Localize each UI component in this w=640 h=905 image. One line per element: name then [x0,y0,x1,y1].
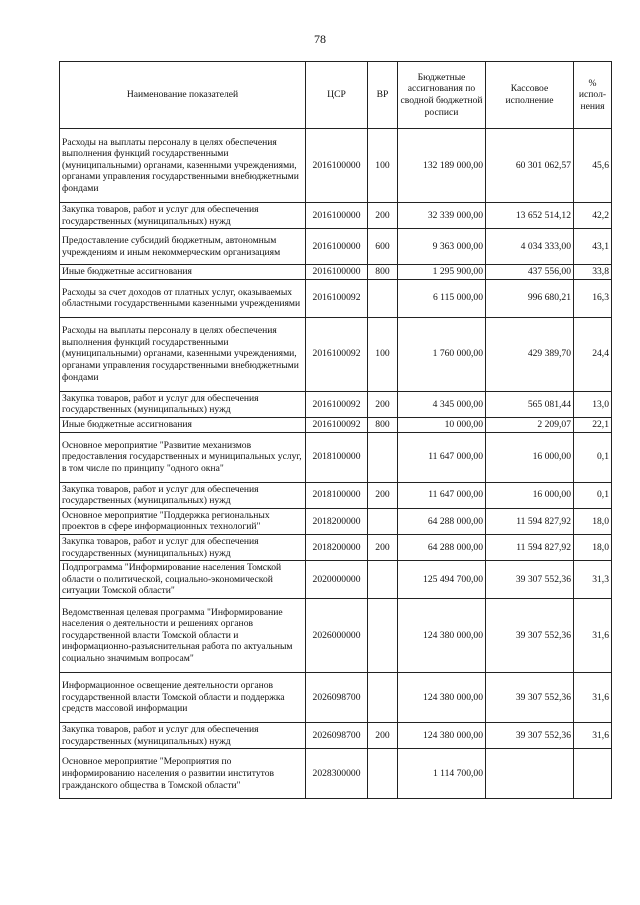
table-row [60,203,612,229]
row-vr [368,508,398,534]
row-name: Расходы на выплаты персоналу в целях обеспечения выполнения функций государственными (муниципальными) органами, казенными учреждениями, органами управления государственными внебюджетными фондами [60,317,306,391]
table-row [60,391,612,417]
row-percent: 42,2 [574,203,612,229]
row-vr: 100 [368,129,398,203]
header-name: Наименование показателей [60,62,306,129]
row-csr: 2018100000 [306,482,368,508]
row-percent: 33,8 [574,265,612,280]
row-csr: 2026000000 [306,599,368,673]
row-percent: 31,3 [574,561,612,599]
row-name: Иные бюджетные ассигнования [60,265,306,280]
row-vr [368,432,398,482]
row-cash-execution [486,749,574,799]
row-percent [574,749,612,799]
row-allocation: 9 363 000,00 [398,229,486,265]
row-name: Расходы на выплаты персоналу в целях обеспечения выполнения функций государственными (муниципальными) органами, казенными учреждениями, органами управления государственными внебюджетными фондами [60,129,306,203]
row-cash-execution: 437 556,00 [486,265,574,280]
row-vr: 200 [368,203,398,229]
table-row [60,482,612,508]
row-cash-execution: 13 652 514,12 [486,203,574,229]
row-cash-execution: 429 389,70 [486,317,574,391]
table-row [60,417,612,432]
row-vr: 200 [368,391,398,417]
row-allocation: 124 380 000,00 [398,599,486,673]
row-csr: 2016100000 [306,129,368,203]
row-csr: 2016100000 [306,265,368,280]
table-row [60,432,612,482]
row-csr: 2018200000 [306,534,368,560]
row-cash-execution: 996 680,21 [486,279,574,317]
row-csr: 2026098700 [306,673,368,723]
table-row [60,229,612,265]
row-name: Основное мероприятие "Мероприятия по информированию населения о развитии институтов гражданского общества в Томской области" [60,749,306,799]
row-percent: 31,6 [574,673,612,723]
row-vr [368,599,398,673]
row-vr [368,561,398,599]
row-allocation: 124 380 000,00 [398,673,486,723]
table-row [60,534,612,560]
row-name: Закупка товаров, работ и услуг для обеспечения государственных (муниципальных) нужд [60,482,306,508]
row-percent: 31,6 [574,599,612,673]
header-percent: % испол-нения [574,62,612,129]
row-csr: 2028300000 [306,749,368,799]
row-cash-execution: 39 307 552,36 [486,599,574,673]
row-cash-execution: 4 034 333,00 [486,229,574,265]
row-name: Иные бюджетные ассигнования [60,417,306,432]
row-percent: 0,1 [574,432,612,482]
row-name: Предоставление субсидий бюджетным, автономным учреждениям и иным некоммерческим организациям [60,229,306,265]
row-cash-execution: 39 307 552,36 [486,561,574,599]
row-allocation: 64 288 000,00 [398,534,486,560]
row-csr: 2016100092 [306,317,368,391]
row-csr: 2016100000 [306,203,368,229]
row-vr [368,749,398,799]
row-allocation: 11 647 000,00 [398,482,486,508]
row-cash-execution: 39 307 552,36 [486,673,574,723]
row-name: Закупка товаров, работ и услуг для обеспечения государственных (муниципальных) нужд [60,391,306,417]
row-percent: 24,4 [574,317,612,391]
table-row [60,749,612,799]
row-allocation: 1 295 900,00 [398,265,486,280]
table-row [60,129,612,203]
row-csr: 2018200000 [306,508,368,534]
table-row [60,508,612,534]
table-row [60,265,612,280]
row-allocation: 1 760 000,00 [398,317,486,391]
row-allocation: 4 345 000,00 [398,391,486,417]
row-allocation: 125 494 700,00 [398,561,486,599]
row-percent: 43,1 [574,229,612,265]
row-cash-execution: 39 307 552,36 [486,723,574,749]
row-allocation: 32 339 000,00 [398,203,486,229]
row-vr: 800 [368,417,398,432]
row-percent: 22,1 [574,417,612,432]
row-allocation: 6 115 000,00 [398,279,486,317]
row-csr: 2016100092 [306,279,368,317]
header-cash: Кассовое исполнение [486,62,574,129]
table-header-row [60,62,612,129]
table-row [60,561,612,599]
row-csr: 2020000000 [306,561,368,599]
row-vr: 200 [368,723,398,749]
row-percent: 18,0 [574,508,612,534]
header-allocations: Бюджетные ассигнования по сводной бюджетной росписи [398,62,486,129]
table-row [60,317,612,391]
table-row [60,673,612,723]
row-csr: 2016100000 [306,229,368,265]
row-vr: 200 [368,482,398,508]
row-cash-execution: 2 209,07 [486,417,574,432]
row-name: Основное мероприятие "Поддержка региональных проектов в сфере информационных технологий" [60,508,306,534]
row-percent: 0,1 [574,482,612,508]
row-allocation: 124 380 000,00 [398,723,486,749]
row-percent: 31,6 [574,723,612,749]
row-name: Подпрограмма "Информирование населения Томской области о политической, социально-экономической ситуации Томской области" [60,561,306,599]
row-name: Расходы за счет доходов от платных услуг, оказываемых областными государственными казенными учреждениями [60,279,306,317]
row-vr: 800 [368,265,398,280]
row-name: Закупка товаров, работ и услуг для обеспечения государственных (муниципальных) нужд [60,723,306,749]
header-csr: ЦСР [306,62,368,129]
row-csr: 2018100000 [306,432,368,482]
row-csr: 2016100092 [306,417,368,432]
row-allocation: 64 288 000,00 [398,508,486,534]
row-vr: 200 [368,534,398,560]
budget-execution-table [59,61,612,799]
table-row [60,279,612,317]
table-row [60,599,612,673]
row-cash-execution: 60 301 062,57 [486,129,574,203]
row-percent: 13,0 [574,391,612,417]
row-csr: 2026098700 [306,723,368,749]
row-vr: 600 [368,229,398,265]
row-allocation: 10 000,00 [398,417,486,432]
row-allocation: 132 189 000,00 [398,129,486,203]
row-vr [368,279,398,317]
header-vr: ВР [368,62,398,129]
row-csr: 2016100092 [306,391,368,417]
row-cash-execution: 11 594 827,92 [486,534,574,560]
row-cash-execution: 16 000,00 [486,432,574,482]
row-cash-execution: 16 000,00 [486,482,574,508]
row-name: Основное мероприятие "Развитие механизмов предоставления государственных и муниципальных услуг, в том числе по принципу "одного окна" [60,432,306,482]
row-allocation: 11 647 000,00 [398,432,486,482]
row-vr: 100 [368,317,398,391]
row-percent: 16,3 [574,279,612,317]
row-allocation: 1 114 700,00 [398,749,486,799]
row-percent: 18,0 [574,534,612,560]
row-name: Закупка товаров, работ и услуг для обеспечения государственных (муниципальных) нужд [60,534,306,560]
row-cash-execution: 11 594 827,92 [486,508,574,534]
row-name: Информационное освещение деятельности органов государственной власти Томской области и поддержка средств массовой информации [60,673,306,723]
row-name: Закупка товаров, работ и услуг для обеспечения государственных (муниципальных) нужд [60,203,306,229]
page-number: 78 [314,32,326,46]
row-name: Ведомственная целевая программа "Информирование населения о деятельности и решениях органов государственной власти Томской области и информационно-разъяснительная работа по актуальным социально значимым вопросам" [60,599,306,673]
row-cash-execution: 565 081,44 [486,391,574,417]
row-percent: 45,6 [574,129,612,203]
row-vr [368,673,398,723]
table-row [60,723,612,749]
